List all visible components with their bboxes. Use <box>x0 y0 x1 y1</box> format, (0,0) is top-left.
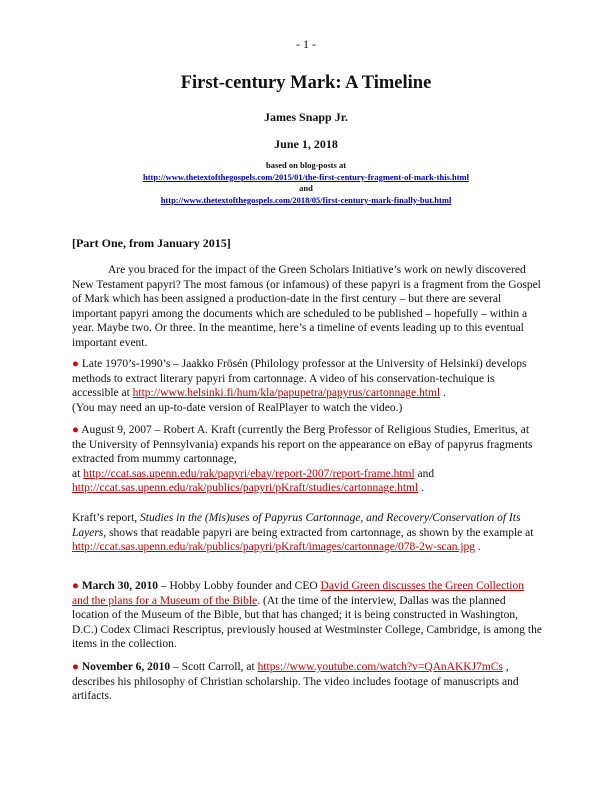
bullet-icon: ● <box>72 424 79 436</box>
report-title: Studies in the (Mis)uses of Papyrus Cartonnage, and Recovery/Conservation of Its Layers, <box>72 512 521 539</box>
entry-text: – Hobby Lobby founder and CEO <box>157 580 321 592</box>
bullet-icon: ● <box>72 661 79 673</box>
timeline-entry-green <box>72 579 542 652</box>
entry-text: – Scott Carroll, at <box>170 661 258 673</box>
and-label: and <box>414 467 435 480</box>
cartonnage-studies-link[interactable]: http://ccat.sas.upenn.edu/rak/publics/papyri/pKraft/studies/cartonnage.html <box>72 482 419 494</box>
entry-date: March 30, 2010 <box>78 580 158 592</box>
document-date: June 1, 2018 <box>274 137 338 151</box>
blog-post-link-2015[interactable]: http://www.thetextofthegospels.com/2015/01/the-first-century-fragment-of-mark-this.html <box>142 171 469 182</box>
author-name: James Snapp Jr. <box>264 110 348 124</box>
section-heading: [Part One, from January 2015] <box>72 236 231 250</box>
entry-date: November 6, 2010 <box>78 661 171 673</box>
helsinki-cartonnage-link[interactable]: http://www.helsinki.fi/hum/kla/papupetra/papyrus/cartonnage.html <box>132 387 441 399</box>
bullet-icon: ● <box>72 580 79 592</box>
report-prefix: Kraft’s report, <box>72 512 141 524</box>
and-label: and <box>299 183 313 193</box>
david-green-interview-link[interactable]: David Green discusses the Green Collection and the plans for a Museum of the Bible <box>72 580 524 607</box>
page-number: - 1 - <box>296 37 316 51</box>
report-after: . <box>475 541 481 553</box>
entry-text: August 9, 2007 – Robert A. Kraft (currently the Berg Professor of Religious Studies, Emeritus, at the University of Pennsylvania) expands his report on the appearance on eBay of papyrus fragments extracted from mummy cartonnage, <box>72 424 533 465</box>
bullet-icon: ● <box>72 358 79 370</box>
timeline-entry-carroll <box>72 660 542 704</box>
entry-text: Late 1970’s-1990’s – Jaakko Frösén (Philology professor at the University of Helsinki) develops methods to extract literary papyri from cartonnage. A video of his conservation-techuique is accessible at <box>72 358 527 399</box>
report-text: shows that readable papyri are being extracted from cartonnage, as shown by the example at <box>106 526 534 539</box>
document-title: First-century Mark: A Timeline <box>180 73 432 93</box>
intro-paragraph: Are you braced for the impact of the Green Scholars Initiative’s work on newly discovered New Testament papyri? The most famous (or infamous) of these papyri is a fragment from the Gospel of Mark which has been assigned a production-date in the first century – but there are several important papyri among the documents which are scheduled to be published – hopefully – within a year. Maybe two. Or three. In the meantime, here’s a timeline of events leading up to this eventual important event. <box>72 264 541 349</box>
source-blog-posts <box>0 160 612 206</box>
kraft-report-paragraph <box>72 511 542 555</box>
scan-image-link[interactable]: http://ccat.sas.upenn.edu/rak/publics/papyri/pKraft/images/cartonnage/078-2w-scan.jpg <box>72 541 476 553</box>
realplayer-note: (You may need an up-to-date version of RealPlayer to watch the video.) <box>72 401 403 414</box>
ebay-report-link[interactable]: http://ccat.sas.upenn.edu/rak/papyri/ebay/report-2007/report-frame.html <box>83 467 415 480</box>
entry-after: . <box>440 387 446 399</box>
blog-post-link-2018[interactable]: http://www.thetextofthegospels.com/2018/05/first-century-mark-finally-but.html <box>160 194 452 205</box>
youtube-video-link[interactable]: https://www.youtube.com/watch?v=QAnAKKJ7mCs <box>257 661 503 673</box>
entry-after: . <box>418 482 424 494</box>
entry-after: . (At the time of the interview, Dallas was the planned location of the Museum of the Bible, but that has changed; it is being constructed in Washington, D.C.) Codex Climaci Rescriptus, previously housed at Westminster College, Cambridge, is among the items in the collection. <box>72 594 542 650</box>
timeline-entry-frosen <box>72 357 542 415</box>
timeline-entry-kraft <box>72 423 542 496</box>
entry-after: , describes his philosophy of Christian scholarship. The video includes footage of manuscripts and artifacts. <box>72 661 519 702</box>
based-on-label: based on blog-posts at <box>265 160 347 170</box>
at-label: at <box>72 467 84 480</box>
